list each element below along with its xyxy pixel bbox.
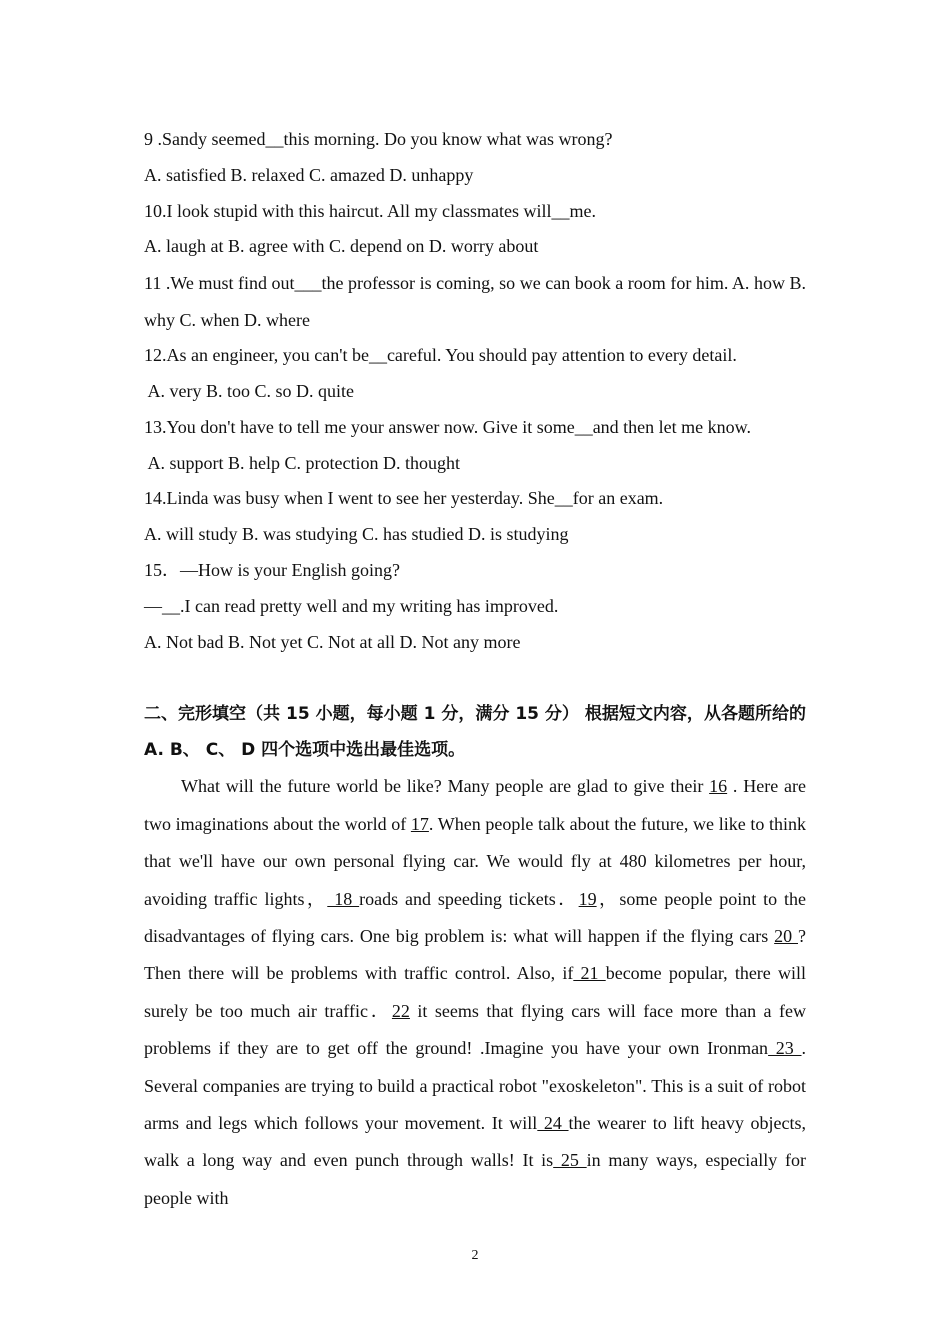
passage-text: become popular, there will surely be too much air traffic． — [144, 963, 806, 1021]
question-13: 13.You don't have to tell me your answer now. Give it some__and then let me know. — [144, 416, 751, 437]
passage-text: What will the future world be like? Many people are glad to give their — [181, 776, 710, 797]
blank-22: 22 — [391, 1000, 410, 1021]
question-11: 11 .We must find out___the professor is coming, so we can book a room for him. A. how B. why C. when D. where — [144, 273, 806, 330]
passage-text: it seems that flying cars will face more than a few problems if they are to get off the ground! .Imagine you have your own Ironman — [144, 1000, 807, 1059]
question-9: 9 .Sandy seemed__this morning. Do you know what was wrong? — [144, 129, 613, 149]
passage-text: in many ways, especially for people with — [144, 1150, 807, 1208]
blank-23: 23 — [768, 1038, 802, 1059]
passage-text: the wearer to lift heavy objects, walk a long way and even punch through walls! It is — [144, 1113, 806, 1171]
page-number: 2 — [471, 1248, 479, 1263]
blank-19: 19 — [578, 888, 597, 909]
question-15-reply: —__.I can read pretty well and my writing has improved. — [144, 595, 559, 616]
passage-text: . When people talk about the future, we like to think that we'll have our own personal flying car. We would fly at 480 kilometres per hour, avoiding traffic lights， — [144, 813, 806, 909]
blank-20: 20 — [774, 925, 798, 946]
cloze-passage — [144, 768, 806, 1217]
passage-text: . Here are two imaginations about the world of — [144, 776, 806, 834]
question-10-options: A. laugh at B. agree with C. depend on D. worry about — [144, 236, 539, 257]
blank-16: 16 — [709, 776, 728, 797]
question-14-options: A. will study B. was studying C. has studied D. is studying — [144, 524, 569, 545]
passage-text: roads and speeding tickets． — [359, 888, 579, 909]
blank-25: 25 — [553, 1150, 587, 1171]
passage-text: ? Then there will be problems with traffic control. Also, if — [144, 925, 806, 984]
question-13-options: A. support B. help C. protection D. thought — [144, 452, 460, 473]
passage-text: . Several companies are trying to build a practical robot "exoskeleton". This is a suit of robot arms and legs which follows your movement. It will — [144, 1038, 806, 1134]
question-10: 10.I look stupid with this haircut. All my classmates will__me. — [144, 200, 596, 221]
section-spacer — [144, 660, 806, 695]
blank-17: 17 — [410, 813, 429, 834]
question-14: 14.Linda was busy when I went to see her yesterday. She__for an exam. — [144, 488, 664, 509]
question-15: 15．—How is your English going? — [144, 559, 400, 580]
passage-text: ，some people point to the disadvantages of flying cars. One big problem is: what will happen if the flying cars — [144, 888, 807, 946]
blank-21: 21 — [573, 963, 606, 984]
section-2-heading: 二、完形填空（共 15 小题，每小题 1 分，满分 15 分） 根据短文内容，从各题所给的 A. B、 C、 D 四个选项中选出最佳选项。 — [144, 704, 806, 761]
document-page — [144, 122, 806, 1217]
question-12-options: A. very B. too C. so D. quite — [144, 380, 354, 401]
question-15-options: A. Not bad B. Not yet C. Not at all D. Not any more — [144, 631, 521, 652]
blank-24: 24 — [537, 1113, 569, 1134]
question-12: 12.As an engineer, you can't be__careful. You should pay attention to every detail. — [144, 345, 737, 366]
blank-18: 18 — [327, 888, 360, 909]
question-9-options: A. satisfied B. relaxed C. amazed D. unhappy — [144, 164, 474, 185]
